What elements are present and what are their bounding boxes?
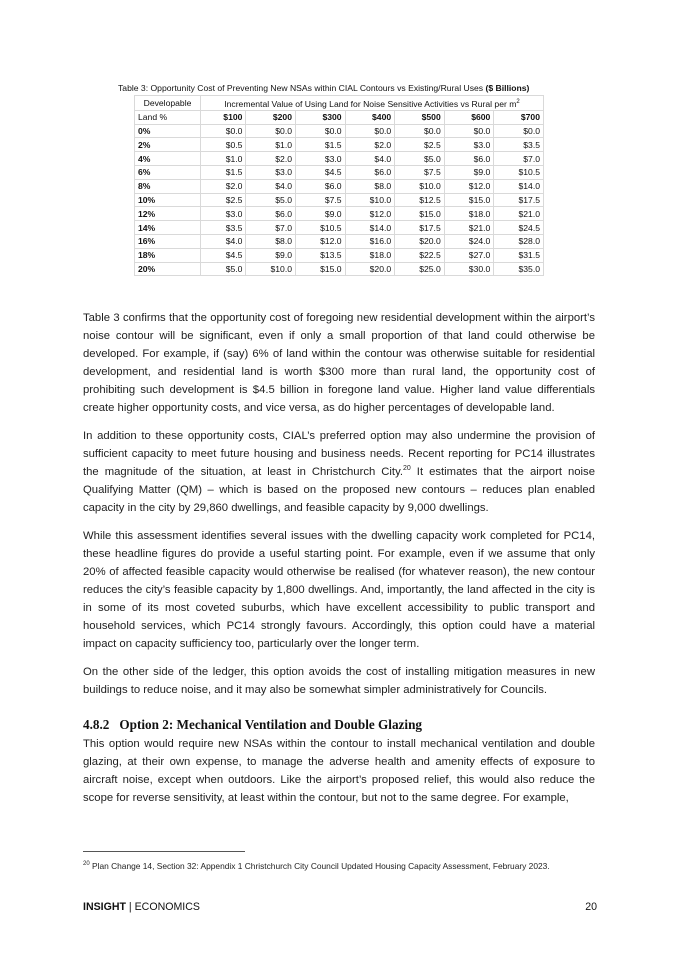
table-cell: $4.0: [246, 179, 296, 193]
table-cell: $10.0: [395, 179, 445, 193]
row-label: 2%: [135, 138, 201, 152]
table-cell: $4.5: [296, 166, 346, 180]
footer-brand: INSIGHT | ECONOMICS: [83, 901, 200, 913]
table-cell: $6.0: [246, 207, 296, 221]
table-row: [135, 179, 544, 193]
table-cell: $0.0: [494, 124, 544, 138]
column-header: $600: [444, 110, 494, 124]
table-cell: $3.5: [201, 221, 246, 235]
table-cell: $14.0: [494, 179, 544, 193]
table-cell: $25.0: [395, 262, 445, 276]
table-cell: $9.0: [444, 166, 494, 180]
footnote-divider: [83, 851, 245, 852]
header-incremental-value: Incremental Value of Using Land for Noise Sensitive Activities vs Rural per $m^2$: [201, 96, 544, 111]
table-cell: $3.0: [296, 152, 346, 166]
table-cell: $2.0: [345, 138, 395, 152]
row-label: 14%: [135, 221, 201, 235]
table-cell: $5.0: [246, 193, 296, 207]
table-cell: $17.5: [395, 221, 445, 235]
section-heading: [83, 717, 422, 733]
paragraph-3: While this assessment identifies several issues with the dwelling capacity work completed for PC14, these headline figures do provide a useful starting point. For example, even if we assume that only 20% of affected feasible capacity would otherwise be realised (for whatever reason), the new contour reduces the city’s feasible capacity by 1,800 dwellings. And, importantly, the land affected in the city is in some of its most coveted suburbs, which have excellent accessibility to public transport and household services, which PC14 strongly favours. Accordingly, this option could have a material impact on capacity sufficiency too, particularly over the longer term.: [83, 530, 595, 650]
table-caption-unit: ($ Billions): [485, 83, 530, 93]
paragraph-5: This option would require new NSAs within the contour to install mechanical ventilation and double glazing, at their own expense, to manage the adverse health and amenity effects of exposure to aircraft noise, except when outdoors. Like the airport’s proposed relief, this would also reduce the scope for reverse sensitivity, at least within the contour, but not to the same degree. For example,: [83, 738, 595, 804]
table-cell: $7.0: [494, 152, 544, 166]
column-header: $700: [494, 110, 544, 124]
header-land-pct: Land %: [135, 110, 201, 124]
row-label: 0%: [135, 124, 201, 138]
table-cell: $5.0: [201, 262, 246, 276]
table-cell: $4.5: [201, 248, 246, 262]
table-cell: $12.5: [395, 193, 445, 207]
table-row: [135, 207, 544, 221]
row-label: 8%: [135, 179, 201, 193]
table-cell: $0.0: [395, 124, 445, 138]
table-cell: $14.0: [345, 221, 395, 235]
table-cell: $10.0: [246, 262, 296, 276]
table-cell: $18.0: [444, 207, 494, 221]
table-cell: $1.5: [201, 166, 246, 180]
table-cell: $3.0: [201, 207, 246, 221]
column-header: $200: [246, 110, 296, 124]
table-cell: $9.0: [296, 207, 346, 221]
table-cell: $30.0: [444, 262, 494, 276]
column-header: $100: [201, 110, 246, 124]
table-cell: $8.0: [345, 179, 395, 193]
column-header: $300: [296, 110, 346, 124]
table-cell: $27.0: [444, 248, 494, 262]
table-cell: $7.0: [246, 221, 296, 235]
header-developable: Developable: [135, 96, 201, 111]
table-cell: $12.0: [296, 235, 346, 249]
opportunity-cost-table: [134, 95, 544, 276]
table-row: [135, 235, 544, 249]
table-cell: $12.0: [444, 179, 494, 193]
footnote-ref[interactable]: 20: [403, 465, 411, 473]
table-cell: $10.5: [296, 221, 346, 235]
table-cell: $0.0: [201, 124, 246, 138]
table-cell: $24.0: [444, 235, 494, 249]
row-label: 10%: [135, 193, 201, 207]
table-cell: $28.0: [494, 235, 544, 249]
table-header-row: [135, 96, 544, 111]
table-cell: $4.0: [345, 152, 395, 166]
table-cell: $3.5: [494, 138, 544, 152]
row-label: 20%: [135, 262, 201, 276]
table-cell: $8.0: [246, 235, 296, 249]
table-row: [135, 152, 544, 166]
table-cell: $3.0: [246, 166, 296, 180]
table-cell: $0.0: [345, 124, 395, 138]
table-cell: $15.0: [395, 207, 445, 221]
section-title: Option 2: Mechanical Ventilation and Double Glazing: [119, 717, 422, 732]
table-row: [135, 221, 544, 235]
table-cell: $1.0: [201, 152, 246, 166]
table-cell: $1.0: [246, 138, 296, 152]
table-row: [135, 262, 544, 276]
table-cell: $15.0: [444, 193, 494, 207]
table-cell: $12.0: [345, 207, 395, 221]
row-label: 6%: [135, 166, 201, 180]
table-cell: $22.5: [395, 248, 445, 262]
table-body: [135, 124, 544, 276]
table-cell: $0.0: [246, 124, 296, 138]
table-cell: $3.0: [444, 138, 494, 152]
footnote: $^{20}$ Plan Change 14, Section 32: Appendix 1 Christchurch City Council Updated Housing Capacity Assessment, February 2023.: [83, 861, 550, 871]
row-label: 12%: [135, 207, 201, 221]
section-number: 4.8.2: [83, 717, 110, 732]
table-row: [135, 166, 544, 180]
table-cell: $21.0: [494, 207, 544, 221]
footnote-number: 20: [83, 861, 90, 868]
table-caption: Table 3: Opportunity Cost of Preventing New NSAs within CIAL Contours vs Existing/Rural Uses ($ Billions): [118, 83, 530, 93]
table-cell: $7.5: [395, 166, 445, 180]
table-cell: $24.5: [494, 221, 544, 235]
table-row: [135, 138, 544, 152]
table-cell: $9.0: [246, 248, 296, 262]
table-column-header-row: [135, 110, 544, 124]
table-cell: $2.0: [201, 179, 246, 193]
table-cell: $0.0: [444, 124, 494, 138]
paragraph-4: On the other side of the ledger, this option avoids the cost of installing mitigation measures in new buildings to reduce noise, and it may also be somewhat simpler administratively for Councils.: [83, 666, 595, 696]
table-cell: $6.0: [296, 179, 346, 193]
column-header: $500: [395, 110, 445, 124]
row-label: 16%: [135, 235, 201, 249]
table-cell: $16.0: [345, 235, 395, 249]
paragraph-2: In addition to these opportunity costs, CIAL’s preferred option may also undermine the provision of sufficient capacity to meet future housing and business needs. Recent reporting for PC14 illustrates the magnitude of the situation, at least in Christchurch City.$^{20}$ It estimates that the airport noise Qualifying Matter (QM) – which is based on the proposed new contours – reduces plan enabled capacity in the city by 29,860 dwellings, and feasible capacity by 9,000 dwellings.: [83, 430, 595, 514]
table-row: [135, 124, 544, 138]
table-cell: $20.0: [395, 235, 445, 249]
table-row: [135, 248, 544, 262]
table-cell: $4.0: [201, 235, 246, 249]
table-cell: $10.0: [345, 193, 395, 207]
table-cell: $0.0: [296, 124, 346, 138]
table-cell: $10.5: [494, 166, 544, 180]
row-label: 18%: [135, 248, 201, 262]
table-cell: $2.5: [201, 193, 246, 207]
table-cell: $15.0: [296, 262, 346, 276]
table-cell: $31.5: [494, 248, 544, 262]
table-cell: $6.0: [444, 152, 494, 166]
table-cell: $6.0: [345, 166, 395, 180]
table-cell: $17.5: [494, 193, 544, 207]
table-cell: $20.0: [345, 262, 395, 276]
table-cell: $2.0: [246, 152, 296, 166]
table-cell: $2.5: [395, 138, 445, 152]
table-cell: $5.0: [395, 152, 445, 166]
table-cell: $1.5: [296, 138, 346, 152]
table-cell: $21.0: [444, 221, 494, 235]
page-number: 20: [585, 901, 597, 913]
table-cell: $13.5: [296, 248, 346, 262]
row-label: 4%: [135, 152, 201, 166]
table-cell: $18.0: [345, 248, 395, 262]
column-header: $400: [345, 110, 395, 124]
table-cell: $35.0: [494, 262, 544, 276]
paragraph-1: Table 3 confirms that the opportunity cost of foregoing new residential development within the airport’s noise contour will be significant, even if only a small proportion of that land could otherwise be developed. For example, if (say) 6% of land within the contour was otherwise suitable for residential development, and residential land is worth $300 more than rural land, the opportunity cost of prohibiting such development is $4.5 billion in foregone land value. Higher land value differentials create higher opportunity costs, and vice versa, as do higher percentages of developable land.: [83, 312, 595, 414]
table-row: [135, 193, 544, 207]
table-cell: $0.5: [201, 138, 246, 152]
table-cell: $7.5: [296, 193, 346, 207]
